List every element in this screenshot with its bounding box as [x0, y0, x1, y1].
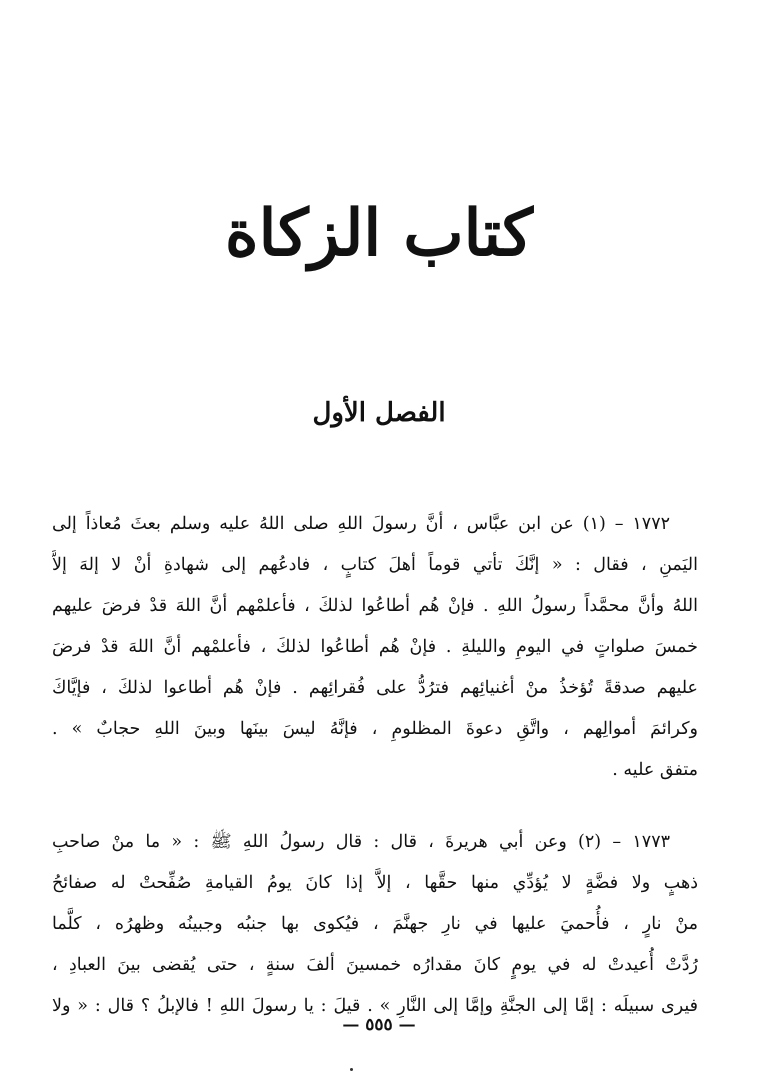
page-number: — ٥٥٥ —: [342, 1015, 416, 1035]
text-line: منْ نارٍ ، فأُحميَ عليها في نارِ جهنَّمَ ، فيُكوى بها جنبُه وجبينُه وظهرُه ، كلَّما: [52, 914, 698, 934]
text-line: ١٧٧٢ – (١) عن ابن عبَّاس ، أنَّ رسولَ اللهِ صلى اللهُ عليه وسلم بعثَ مُعاذاً إلى: [52, 514, 670, 534]
book-title: كتاب الزكاة: [225, 196, 533, 271]
text-line: عليهم صدقةً تُؤخذُ منْ أغنيائِهم فترُدُّ على فُقرائِهم . فإنْ هُم أطاعوا لذلكَ ، فإيَّاكَ: [52, 678, 698, 698]
hadith-1773: [52, 822, 698, 1027]
text-line: خمسَ صلواتٍ في اليومِ والليلةِ . فإنْ هُم أطاعُوا لذلكَ ، فأعلمْهم أنَّ اللهَ قدْ فرضَ: [52, 637, 698, 657]
ink-dot: [350, 1068, 353, 1071]
text-line: ذهبٍ ولا فضَّةٍ لا يُؤدِّي منها حقَّها ، إلاَّ إذا كانَ يومُ القيامةِ صُفِّحتْ له صفائحُ: [52, 873, 698, 893]
text-line: اليَمنِ ، فقال : « إنَّكَ تأتي قوماً أهلَ كتابٍ ، فادعُهم إلى شهادةِ أنْ لا إلهَ إلاَّ: [52, 555, 698, 575]
hadith-1772: [52, 504, 698, 791]
text-line: وكرائمَ أموالِهم ، واتَّقِ دعوةَ المظلومِ ، فإنَّهُ ليسَ بينَها وبينَ اللهِ حجابٌ » .: [52, 719, 698, 739]
text-line: ١٧٧٣ – (٢) وعن أبي هريرةَ ، قال : قال رسولُ اللهِ ﷺ : « ما منْ صاحبِ: [52, 832, 670, 852]
text-line: رُدَّتْ أُعيدتْ له في يومٍ كانَ مقدارُه خمسينَ ألفَ سنةٍ ، حتى يُقضى بينَ العبادِ ،: [52, 955, 698, 975]
section-title: الفصل الأول: [312, 398, 446, 428]
text-line: فيرى سبيلَه : إمَّا إلى الجنَّةِ وإمَّا إلى النَّارِ » . قيلَ : يا رسولَ اللهِ ! فالإبلُ ؟ قال : « ولا: [52, 996, 698, 1016]
text-line: اللهُ وأنَّ محمَّداً رسولُ اللهِ . فإنْ هُم أطاعُوا لذلكَ ، فأعلمْهم أنَّ اللهَ قدْ فرضَ عليهم: [52, 596, 698, 616]
text-line: متفق عليه .: [612, 760, 698, 780]
